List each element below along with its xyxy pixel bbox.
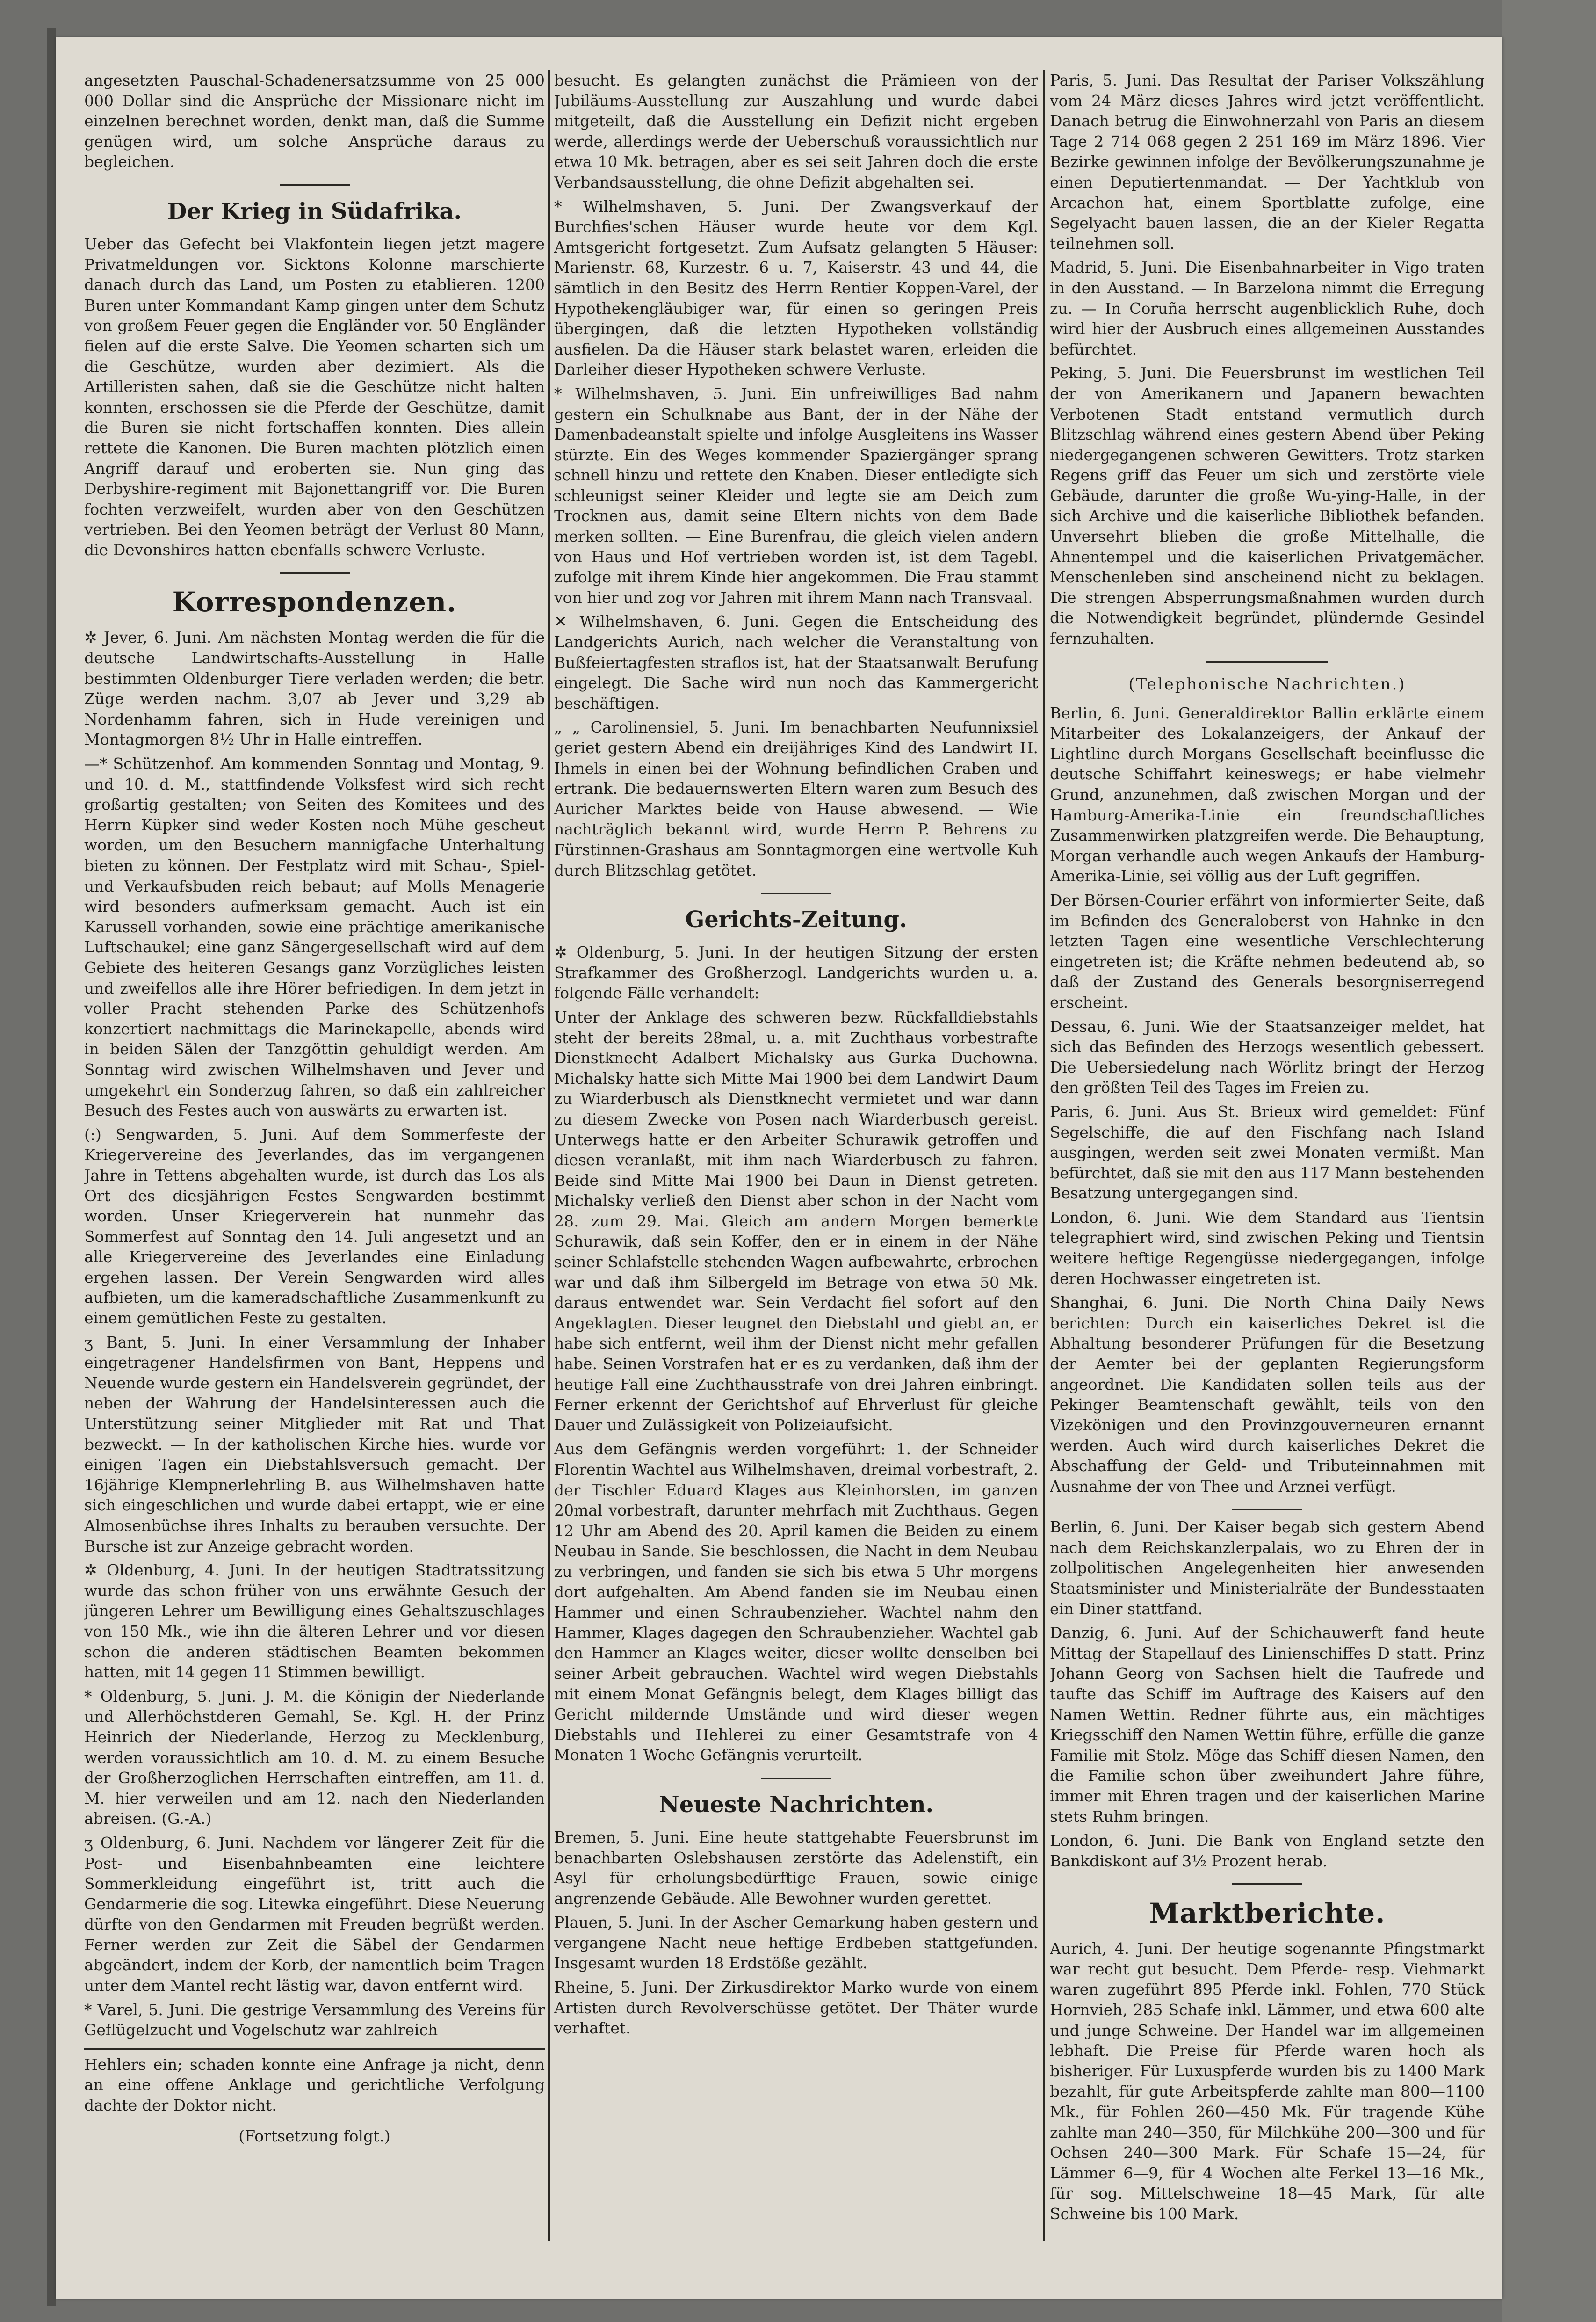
page-binding-edge <box>47 28 56 2306</box>
section-heading-krieg: Der Krieg in Südafrika. <box>167 198 462 225</box>
article-paragraph: * Varel, 5. Juni. Die gestrige Versammlung des Vereins für Geflügelzucht und Vogelschutz war zahlreich <box>84 2000 545 2039</box>
article-paragraph: angesetzten Pauschal-Schadenersatzsumme von 25 000 000 Dollar sind die Ansprüche der Missionare nicht im einzelnen berechnet worden, denkt man, daß die Summe genügen wird, um solche Ansprüche daraus zu begleichen. <box>84 71 545 171</box>
article-paragraph: London, 6. Juni. Die Bank von England setzte den Bankdiskont auf 3½ Prozent herab. <box>1050 1831 1485 1870</box>
article-paragraph: (:) Sengwarden, 5. Juni. Auf dem Sommerfeste der Kriegervereine des Jeverlandes, das im vergangenen Jahre in Tettens abgehalten wurde, ist durch das Los als Ort des diesjährigen Festes Sengwarden bestimmt worden. Unser Kriegerverein hat nunmehr das Sommerfest auf Sonntag den 14. Juli angesetzt und an alle Kriegervereine des Jeverlandes eine Einladung ergehen lassen. Der Verein Sengwarden wird alles aufbieten, um die kameradschaftliche Zusammenkunft zu einem gemütlichen Feste zu gestalten. <box>84 1125 545 1328</box>
article-paragraph: ✲ Oldenburg, 4. Juni. In der heutigen Stadtratssitzung wurde das schon früher von uns erwähnte Gesuch der jüngeren Lehrer um Bewilligung eines Gehaltszuschlages von 150 Mk., wie ihn die älteren Lehrer und vor diesen schon die anderen städtischen Beamten bekommen hatten, mit 14 gegen 11 Stimmen bewilligt. <box>84 1561 545 1682</box>
article-paragraph: Der Börsen-Courier erfährt von informierter Seite, daß im Befinden des Generaloberst von Hahnke in den letzten Tagen eine wesentliche Verschlechterung eingetreten ist; die Kräfte nehmen bedeutend ab, so daß der Zustand des Generals besorgniserregend erscheint. <box>1050 891 1485 1011</box>
separator <box>1206 661 1328 663</box>
article-paragraph: London, 6. Juni. Wie dem Standard aus Tientsin telegraphiert wird, sind zwischen Peking und Tientsin weitere heftige Regengüsse niedergegangen, infolge deren Hochwasser eingetreten ist. <box>1050 1208 1485 1288</box>
article-paragraph: Ueber das Gefecht bei Vlakfontein liegen jetzt magere Privatmeldungen vor. Sicktons Kolonne marschierte danach durch das Land, um Posten zu etablieren. 1200 Buren unter Kommandant Kamp gingen unter dem Schutz von großem Feuer gegen die Engländer vor. 50 Engländer fielen auf die erste Salve. Die Yeomen scharten sich um die Geschütze, wurden aber dezimiert. Als die Artilleristen sahen, daß sie die Geschütze nicht halten konnten, erschossen sie die Pferde der Geschütze, damit die Buren sie nicht fortschaffen konnten. Dies allein rettete die Kanonen. Die Buren machten plötzlich einen Angriff darauf und eroberten sie. Nun ging das Derbyshire-regiment mit Bajonettangriff vor. Die Buren fochten verzweifelt, wurden aber von den Geschützen vertrieben. Bei den Yeomen beträgt der Verlust 80 Mann, die Devonshires hatten ebenfalls schwere Verluste. <box>84 234 545 559</box>
column-rule-2 <box>1043 70 1045 2241</box>
article-paragraph: Paris, 6. Juni. Aus St. Brieux wird gemeldet: Fünf Segelschiffe, die auf den Fischfang nach Island ausgingen, werden seit zwei Monaten vermißt. Man befürchtet, daß sie mit den aus 117 Mann bestehenden Besatzung untergegangen sind. <box>1050 1102 1485 1203</box>
article-paragraph: * Wilhelmshaven, 5. Juni. Der Zwangsverkauf der Burchfies'schen Häuser wurde heute vor dem Kgl. Amtsgericht fortgesetzt. Zum Aufsatz gelangten 5 Häuser: Marienstr. 68, Kurzestr. 6 u. 7, Kaiserstr. 43 und 44, die sämtlich in den Besitz des Herrn Rentier Koppen-Varel, der Hypothekengläubiger war, für einen so geringen Preis übergingen, daß die letzten Hypotheken vollständig ausfielen. Da die Häuser stark belastet waren, erleiden die Darleiher dieser Hypotheken schwere Verluste. <box>554 197 1038 379</box>
article-paragraph: ✲ Jever, 6. Juni. Am nächsten Montag werden die für die deutsche Landwirtschafts-Ausstellung in Halle bestimmten Oldenburger Tiere verladen werden; die betr. Züge werden nachm. 3,07 ab Jever und 3,29 ab Nordenhamm fahren, sich in Hude vereinigen und Montagmorgen 8½ Uhr in Halle eintreffen. <box>84 628 545 749</box>
article-paragraph: ✕ Wilhelmshaven, 6. Juni. Gegen die Entscheidung des Landgerichts Aurich, nach welcher die Veranstaltung von Bußfeiertagfesten straflos ist, hat der Staatsanwalt Berufung eingelegt. Die Sache wird nun noch das Kammergericht beschäftigen. <box>554 612 1038 712</box>
section-heading-gerichts-zeitung: Gerichts-Zeitung. <box>685 907 907 933</box>
column-1 <box>84 70 545 2231</box>
article-paragraph: Madrid, 5. Juni. Die Eisenbahnarbeiter in Vigo traten in den Ausstand. — In Barzelona nimmt die Erregung zu. — In Coruña herrscht augenblicklich Ruhe, doch wird hier der Ausbruch eines allgemeinen Ausstandes befürchtet. <box>1050 258 1485 358</box>
section-heading-telephonische-nachrichten: (Telephonische Nachrichten.) <box>1128 675 1406 694</box>
continuation-note: (Fortsetzung folgt.) <box>238 2126 390 2145</box>
article-paragraph: Paris, 5. Juni. Das Resultat der Pariser Volkszählung vom 24 März dieses Jahres wird jetzt veröffentlicht. Danach betrug die Einwohnerzahl von Paris an diesem Tage 2 714 068 gegen 2 251 169 im März 1896. Vier Bezirke gewinnen infolge der Bevölkerungszunahme je einen Deputiertenmandat. — Der Yachtklub von Arcachon hat, einem Sportblatte zufolge, eine Segelyacht bauen lassen, die an der Kieler Regatta teilnehmen soll. <box>1050 71 1485 253</box>
article-paragraph: ʒ Bant, 5. Juni. In einer Versammlung der Inhaber eingetragener Handelsfirmen von Bant, Heppens und Neuende wurde gestern ein Handelsverein gegründet, der neben der Wahrung der Handelsinteressen auch die Unterstützung seiner Mitglieder mit Rat und That bezweckt. — In der katholischen Kirche hies. wurde vor einigen Tagen ein Diebstahlsversuch gemacht. Der 16jährige Klempnerlehrling B. aus Wilhelmshaven hatte sich eingeschlichen und wurde dabei ertappt, wie er eine Almosenbüchse ihres Inhalts zu berauben versuchte. Der Bursche ist zur Anzeige gebracht worden. <box>84 1333 545 1555</box>
scan-background-strip <box>1502 0 1596 2322</box>
section-heading-korrespondenzen: Korrespondenzen. <box>172 586 457 618</box>
horizontal-rule <box>84 2048 545 2050</box>
feuilleton-paragraph: Hehlers ein; schaden konnte eine Anfrage ja nicht, denn an eine offene Anklage und gerichtliche Verfolgung dachte der Doktor nicht. <box>84 2055 545 2115</box>
article-paragraph: Unter der Anklage des schweren bezw. Rückfalldiebstahls steht der bereits 28mal, u. a. mit Zuchthaus vorbestrafte Dienstknecht Adalbert Michalsky aus Gurka Duchowna. Michalsky hatte sich Mitte Mai 1900 bei dem Landwirt Daum zu Wiarderbusch als Dienstknecht vermietet und war dann zu diesem Zwecke von Posen nach Wiarderbusch gereist. Unterwegs hatte er den Arbeiter Schurawik getroffen und diesen veranlaßt, mit ihm nach Wiarderbusch zu fahren. Beide sind Mitte Mai 1900 bei Daun in Dienst getreten. Michalsky verließ den Dienst aber schon in der Nacht vom 28. zum 29. Mai. Gleich am andern Morgen bemerkte Schurawik, daß sein Koffer, den er in einem in der Nähe seiner Schlafstelle stehenden Wagen aufbewahrte, erbrochen war und daß ihm Silbergeld im Betrage von etwa 50 Mk. daraus entwendet war. Sein Verdacht fiel sofort auf den Angeklagten. Dieser leugnet den Diebstahl und giebt an, er habe sich entfernt, weil ihm der Dienst nicht mehr gefallen habe. Seinen Vorstrafen hat er es zu verdanken, daß ihm der heutige Fall eine Zuchthausstrafe von drei Jahren einbringt. Ferner erkennt der Gerichtshof auf Ehrverlust für gleiche Dauer und Zulässigkeit von Polizeiaufsicht. <box>554 1008 1038 1434</box>
separator <box>761 893 831 894</box>
article-paragraph: Aus dem Gefängnis werden vorgeführt: 1. der Schneider Florentin Wachtel aus Wilhelmshaven, dreimal vorbestraft, 2. der Tischler Eduard Klages aus Kleinhorsten, im ganzen 20mal vorbestraft, darunter mehrfach mit Zuchthaus. Gegen 12 Uhr am Abend des 20. April kamen die Beiden zu einem Neubau in Sande. Sie beschlossen, die Nacht in dem Neubau zu verbringen, und fanden sie sich bis etwa 5 Uhr morgens dort aufgehalten. Am Abend fanden sie im Neubau einen Hammer und einen Schraubenzieher. Wachtel nahm den Hammer, Klages dagegen den Schraubenzieher. Wachtel gab den Hammer an Klages weiter, dieser wollte denselben bei seiner Arbeit gebrauchen. Wachtel wird wegen Diebstahls mit einem Monat Gefängnis belegt, dem Klages billigt das Gericht mildernde Umstände und wird dieser wegen Diebstahls und Hehlerei zu einer Gesamtstrafe von 4 Monaten 1 Woche Gefängnis verurteilt. <box>554 1440 1038 1764</box>
separator <box>1232 1509 1302 1510</box>
separator <box>280 572 350 574</box>
article-paragraph: Berlin, 6. Juni. Der Kaiser begab sich gestern Abend nach dem Reichskanzlerpalais, wo zu Ehren der in zollpolitischen Angelegenheiten hier anwesenden Staatsminister und Ministerialräte der Bundesstaaten ein Diner stattfand. <box>1050 1518 1485 1618</box>
separator <box>761 1778 831 1779</box>
article-paragraph: Aurich, 4. Juni. Der heutige sogenannte Pfingstmarkt war recht gut besucht. Dem Pferde- resp. Viehmarkt waren zugeführt 895 Pferde inkl. Fohlen, 770 Stück Hornvieh, 285 Schafe inkl. Lämmer, und etwa 600 alte und junge Schweine. Der Handel war im allgemeinen lebhaft. Die Preise für Pferde waren hoch als bisheriger. Für Luxuspferde wurden bis zu 1400 Mark bezahlt, für gute Arbeitspferde zahlte man 800—1100 Mk., für Fohlen 260—450 Mk. Für tragende Kühe zahlte man 240—350, für Milchkühe 200—300 und für Ochsen 240—300 Mark. Für Schafe 15—24, für Lämmer 6—9, für 4 Wochen alte Ferkel 13—16 Mk., für sog. Mittelschweine 18—45 Mark, für alte Schweine bis 100 Mark. <box>1050 1939 1485 2223</box>
separator <box>1232 1883 1302 1885</box>
article-paragraph: —* Schützenhof. Am kommenden Sonntag und Montag, 9. und 10. d. M., stattfindende Volksfest wird sich recht großartig gestalten; von Seiten des Komitees und des Herrn Küpker sind weder Kosten noch Mühe gescheut worden, um den Besuchern mannigfache Unterhaltung bieten zu können. Der Festplatz wird mit Schau-, Spiel- und Verkaufsbuden reich bebaut; auf Molls Menagerie wird besonders aufmerksam gemacht. Auch ist ein Karussell vorhanden, sowie eine prächtige amerikanische Luftschaukel; eine ganz Sängergesellschaft wird auf dem Gebiete des heiteren Gesangs ganz Vorzügliches leisten und zweifellos alle ihre Hörer befriedigen. In dem jetzt in voller Pracht stehenden Parke des Schützenhofs konzertiert nachmittags die Marinekapelle, abends wird in beiden Sälen der Tanzgöttin gehuldigt werden. Am Sonntag wird zwischen Wilhelmshaven und Jever und umgekehrt ein Sonderzug fahren, so daß ein zahlreicher Besuch des Festes auch von auswärts zu erwarten ist. <box>84 755 545 1120</box>
article-paragraph: * Wilhelmshaven, 5. Juni. Ein unfreiwilliges Bad nahm gestern ein Schulknabe aus Bant, der in der Nähe der Damenbadeanstalt spielte und infolge Ausgleitens ins Wasser stürzte. Ein des Weges kommender Spaziergänger sprang schnell hinzu und rettete den Knaben. Dieser entledigte sich schleunigst seiner Kleider und legte sie am Deich zum Trocknen aus, damit seine Eltern nichts von dem Bade merken sollten. — Eine Burenfrau, die gleich vielen andern von Haus und Hof vertrieben worden ist, ist dem Tagebl. zufolge mit ihrem Kinde hier angekommen. Die Frau stammt von hier und zog vor Jahren mit ihrem Mann nach Transvaal. <box>554 384 1038 607</box>
section-heading-marktberichte: Marktberichte. <box>1149 1897 1386 1930</box>
article-paragraph: ✲ Oldenburg, 5. Juni. In der heutigen Sitzung der ersten Strafkammer des Großherzogl. Landgerichts wurden u. a. folgende Fälle verhandelt: <box>554 943 1038 1002</box>
column-rule-1 <box>548 70 550 2241</box>
article-paragraph: Peking, 5. Juni. Die Feuersbrunst im westlichen Teil der von Amerikanern und Japanern bewachten Verbotenen Stadt entstand vermutlich durch Blitzschlag während eines gestern Abend über Peking niedergegangenen schweren Gewitters. Trotz starken Regens griff das Feuer um sich und zerstörte viele Gebäude, darunter die große Wu-ying-Halle, in der sich Archive und die kaiserliche Bibliothek befanden. Unversehrt blieben die große Mittelhalle, die Ahnentempel und die kaiserlichen Privatgemächer. Menschenleben sind anscheinend nicht zu beklagen. Die strengen Absperrungsmaßnahmen wurden durch die Notwendigkeit begründet, plündernde Gesindel fernzuhalten. <box>1050 364 1485 648</box>
article-paragraph: Dessau, 6. Juni. Wie der Staatsanzeiger meldet, hat sich das Befinden des Herzogs wesentlich gebessert. Die Uebersiedelung nach Wörlitz bringt der Herzog den größten Teil des Tages im Freien zu. <box>1050 1017 1485 1097</box>
article-paragraph: ʒ Oldenburg, 6. Juni. Nachdem vor längerer Zeit für die Post- und Eisenbahnbeamten eine leichtere Sommerkleidung eingeführt ist, tritt auch die Gendarmerie die sog. Litewka eingeführt. Diese Neuerung dürfte von den Gendarmen mit Freuden begrüßt werden. Ferner werden zur Zeit die Säbel der Gendarmen abgeändert, indem der Korb, der namentlich beim Tragen unter dem Mantel recht lästig war, davon entfernt wird. <box>84 1833 545 1995</box>
article-paragraph: Danzig, 6. Juni. Auf der Schichauwerft fand heute Mittag der Stapellauf des Linienschiffes D statt. Prinz Johann Georg von Sachsen hielt die Taufrede und taufte das Schiff im Auftrage des Kaisers auf den Namen Wettin. Redner führte aus, ein mächtiges Kriegsschiff den Namen Wettin führe, erfülle die ganze Familie mit Stolz. Möge das Schiff diesen Namen, den die Familie schon über zweihundert Jahre führe, immer mit Ehren tragen und der kaiserlichen Marine stets Ruhm bringen. <box>1050 1624 1485 1826</box>
column-2 <box>554 70 1038 2231</box>
article-paragraph: Rheine, 5. Juni. Der Zirkusdirektor Marko wurde von einem Artisten durch Revolverschüsse getötet. Der Thäter wurde verhaftet. <box>554 1978 1038 2038</box>
column-3 <box>1050 70 1485 2231</box>
article-paragraph: „ „ Carolinensiel, 5. Juni. Im benachbarten Neufunnixsiel geriet gestern Abend ein dreijähriges Kind des Landwirt H. Ihmels in einen bei der Wohnung befindlichen Graben und ertrank. Die bedauernswerten Eltern waren zum Besuch des Auricher Marktes beide von Hause abwesend. — Wie nachträglich bekannt wird, wurde Herrn P. Behrens zu Fürstinnen-Grashaus am Sonntagmorgen eine wertvolle Kuh durch Blitzschlag getötet. <box>554 718 1038 879</box>
section-heading-neueste-nachrichten: Neueste Nachrichten. <box>658 1791 934 1818</box>
article-paragraph: Plauen, 5. Juni. In der Ascher Gemarkung haben gestern und vergangene Nacht neue heftige Erdbeben stattgefunden. Insgesamt wurden 18 Erdstöße gezählt. <box>554 1913 1038 1973</box>
article-paragraph: Shanghai, 6. Juni. Die North China Daily News berichten: Durch ein kaiserliches Dekret ist die Abhaltung besonderer Prüfungen für die Besetzung der Aemter bei der geplanten Regierungsform angeordnet. Die Kandidaten sollen teils aus der Pekinger Beamtenschaft gewählt, teils von den Vizekönigen und den Provinzgouverneuren ernannt werden. Auch wird durch kaiserliches Dekret die Abschaffung der Geld- und Tributeinnahmen mit Ausnahme der von Thee und Arznei verfügt. <box>1050 1293 1485 1495</box>
article-paragraph: Bremen, 5. Juni. Eine heute stattgehabte Feuersbrunst im benachbarten Oslebshausen zerstörte das Adelenstift, ein Asyl für erholungsbedürftige Frauen, sowie einige angrenzende Gebäude. Alle Bewohner wurden gerettet. <box>554 1828 1038 1908</box>
article-paragraph: * Oldenburg, 5. Juni. J. M. die Königin der Niederlande und Allerhöchstderen Gemahl, Se. Kgl. H. der Prinz Heinrich der Niederlande, Herzog zu Mecklenburg, werden voraussichtlich am 10. d. M. zu einem Besuche der Großherzoglichen Herrschaften eintreffen, am 11. d. M. hier verweilen und am 12. nach den Niederlanden abreisen. (G.-A.) <box>84 1687 545 1828</box>
article-paragraph: besucht. Es gelangten zunächst die Prämieen von der Jubiläums-Ausstellung zur Auszahlung und wurde dabei mitgeteilt, daß die Ausstellung ein Defizit nicht ergeben werde, allerdings werde der Ueberschuß voraussichtlich nur etwa 10 Mk. betragen, aber es sei seit Jahren doch die erste Verbandsausstellung, die ohne Defizit abgehalten sei. <box>554 71 1038 191</box>
separator <box>280 184 350 186</box>
article-paragraph: Berlin, 6. Juni. Generaldirektor Ballin erklärte einem Mitarbeiter des Lokalanzeigers, der Ankauf der Lightline durch Morgans Gesellschaft beeinflusse die deutsche Schiffahrt keineswegs; er habe vielmehr Grund, anzunehmen, daß zwischen Morgan und der Hamburg-Amerika-Linie ein freundschaftliches Zusammenwirken platzgreifen werde. Die Behauptung, Morgan verhandle auch wegen Ankaufs der Hamburg-Amerika-Linie, sei völlig aus der Luft gegriffen. <box>1050 704 1485 885</box>
